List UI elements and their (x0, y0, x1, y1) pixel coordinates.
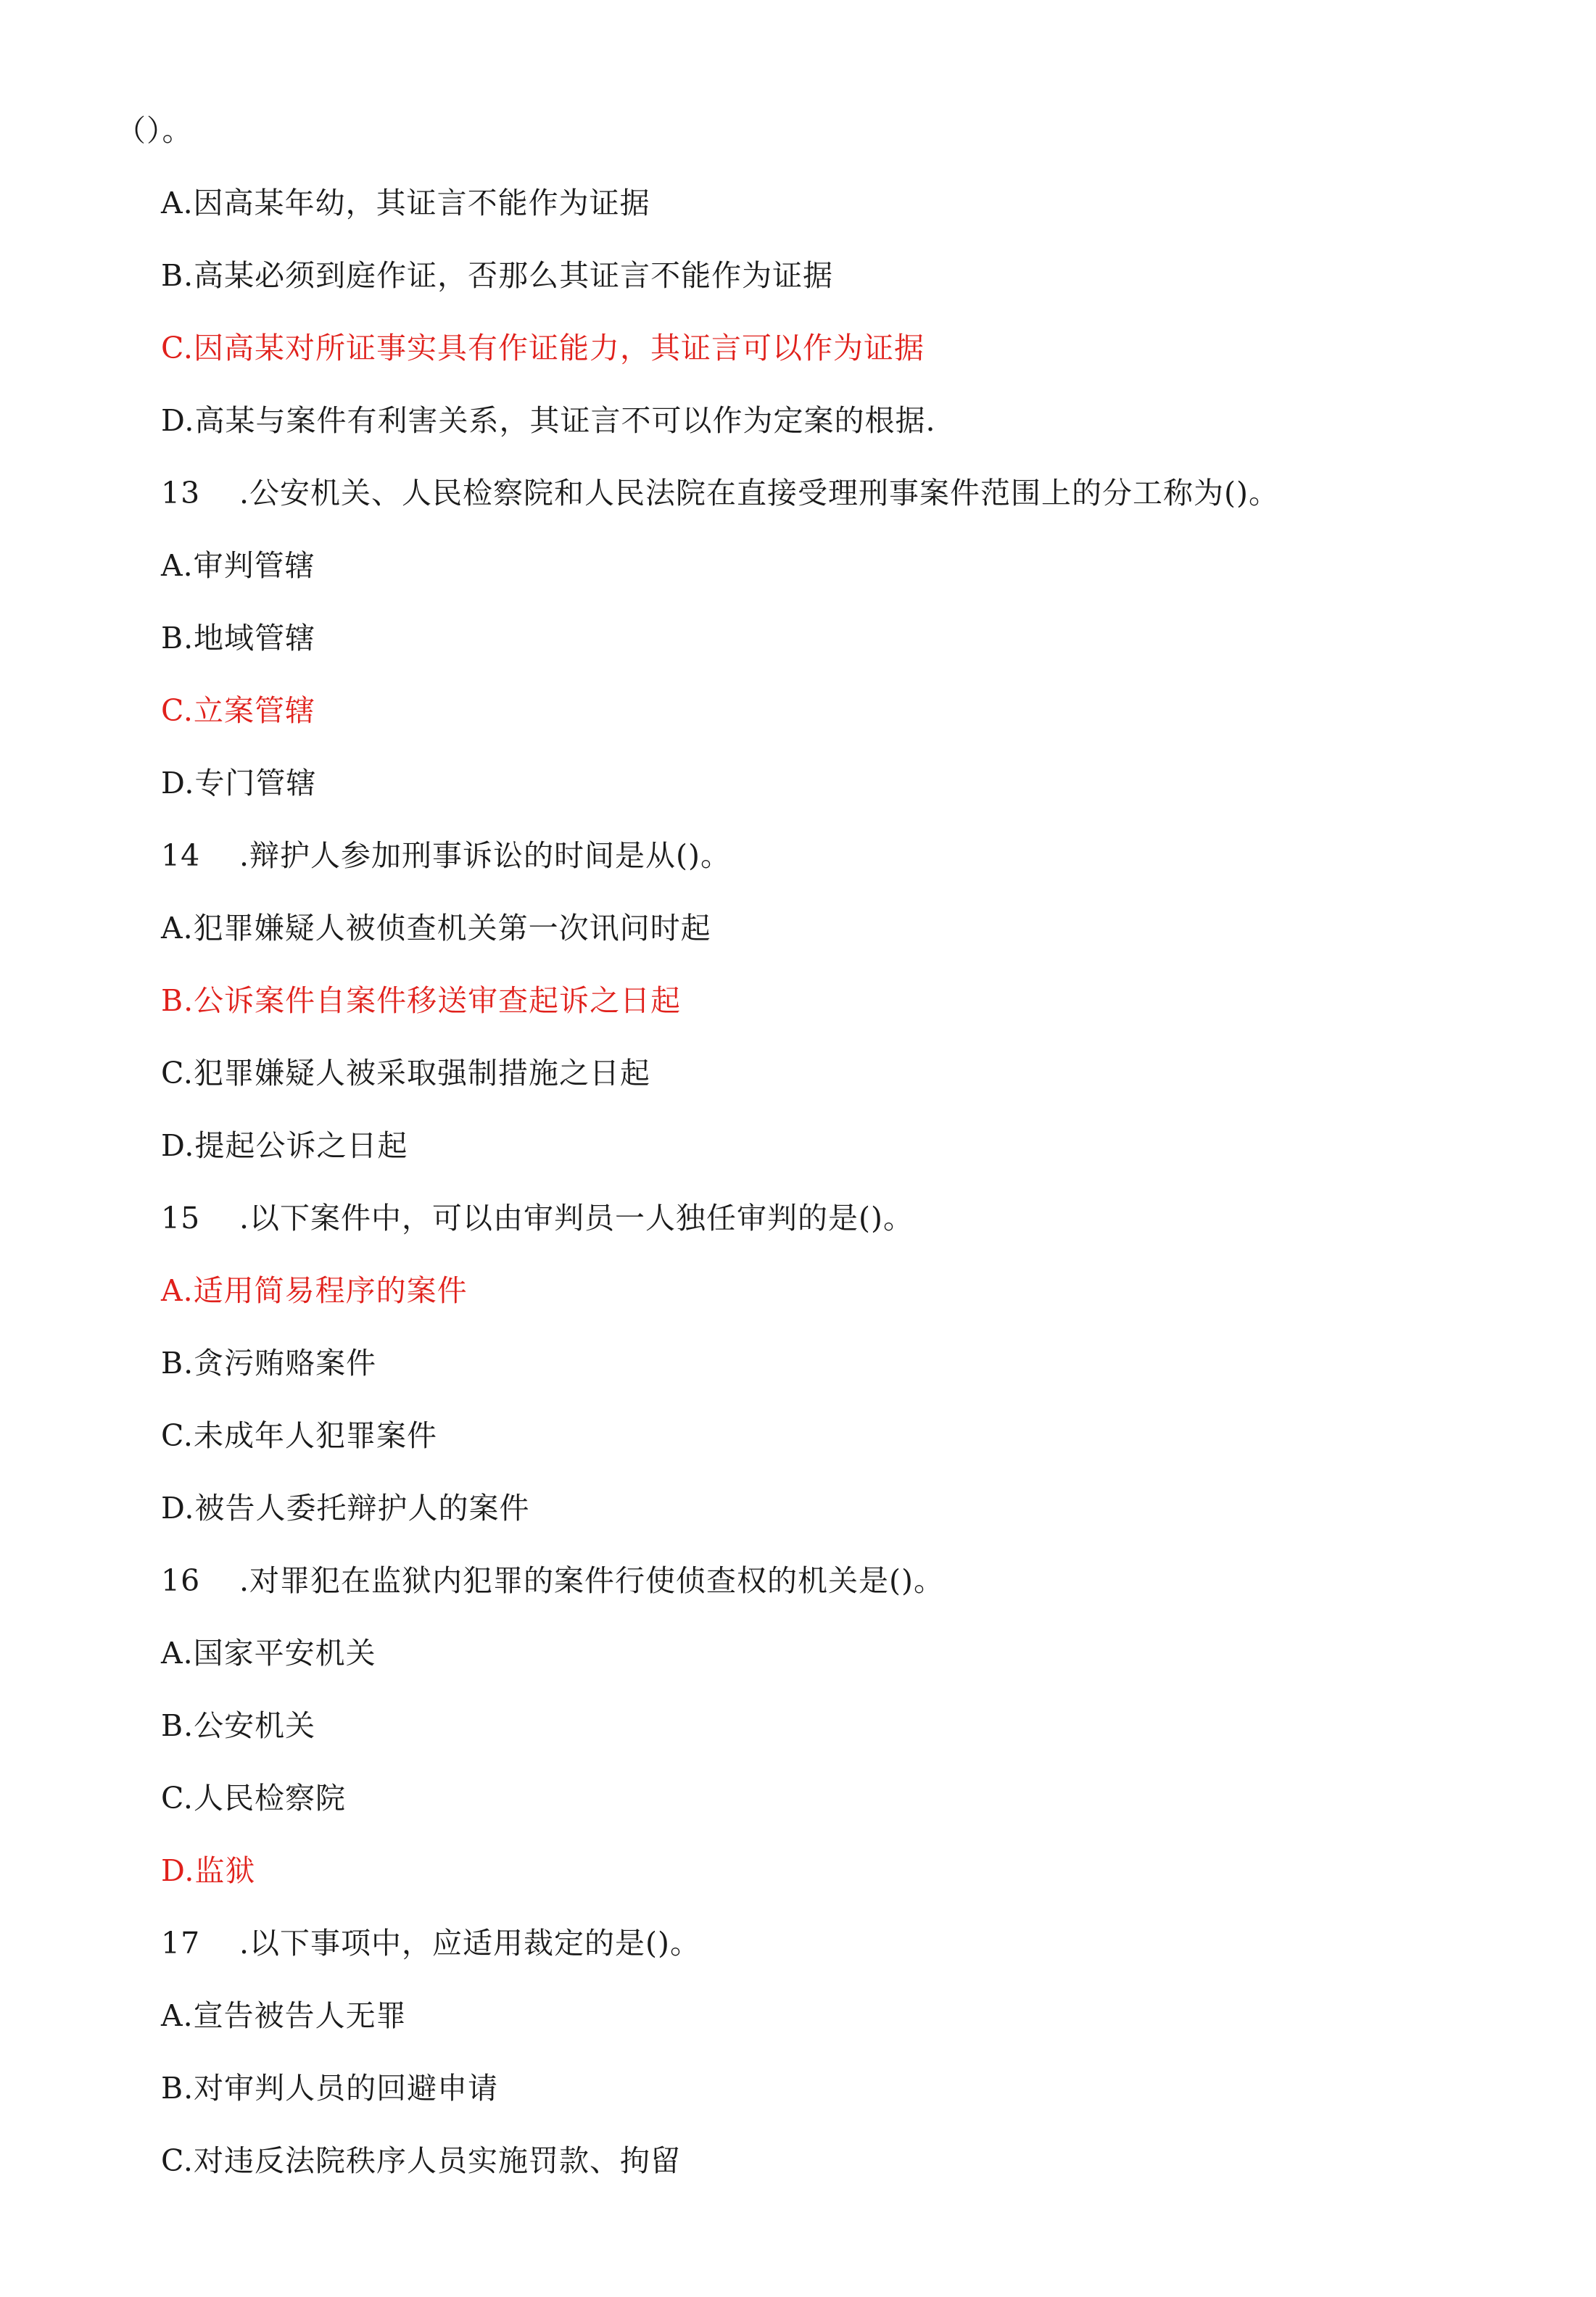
answer-option: B.公诉案件自案件移送审查起诉之日起 (161, 983, 682, 1018)
question-number: 16 (161, 1563, 201, 1598)
question-line (161, 837, 731, 874)
option-line: A.因高某年幼，其证言不能作为证据 (161, 186, 650, 220)
question-text: .公安机关、人民检察院和人民法院在直接受理刑事案件范围上的分工称为()。 (239, 476, 1280, 510)
option-line: A.审判管辖 (161, 548, 315, 583)
question-text: .以下事项中，应适用裁定的是()。 (239, 1926, 701, 1961)
question-number: 14 (161, 838, 201, 873)
option-line: D.专门管辖 (161, 766, 317, 800)
question-number: 15 (161, 1201, 201, 1236)
question-number: 17 (161, 1926, 201, 1961)
option-line: D.高某与案件有利害关系，其证言不可以作为定案的根据. (161, 403, 936, 438)
answer-option: D.监狱 (161, 1853, 256, 1888)
question-line (161, 1924, 700, 1962)
option-line: B.地域管辖 (161, 621, 316, 655)
question-text: .对罪犯在监狱内犯罪的案件行使侦查权的机关是()。 (239, 1563, 945, 1598)
option-line: C.未成年人犯罪案件 (161, 1418, 437, 1453)
question-line (161, 1199, 914, 1237)
option-line: D.提起公诉之日起 (161, 1128, 408, 1163)
option-line: C.犯罪嫌疑人被采取强制措施之日起 (161, 1056, 650, 1090)
question-text: .以下案件中，可以由审判员一人独任审判的是()。 (239, 1201, 914, 1236)
option-line: D.被告人委托辩护人的案件 (161, 1491, 530, 1526)
question-line (161, 474, 1279, 512)
answer-option: C.立案管辖 (161, 693, 315, 728)
option-line: B.贪污贿赂案件 (161, 1346, 377, 1381)
question-number: 13 (161, 476, 201, 510)
question-line (161, 1562, 944, 1599)
option-line: B.对审判人员的回避申请 (161, 2071, 499, 2106)
option-line: A.宣告被告人无罪 (161, 1998, 407, 2033)
option-line: C.对违反法院秩序人员实施罚款、拘留 (161, 2143, 681, 2178)
option-line: B.公安机关 (161, 1708, 316, 1743)
answer-option: C.因高某对所证事实具有作证能力，其证言可以作为证据 (161, 331, 925, 365)
option-line: A.国家平安机关 (161, 1636, 376, 1671)
answer-option: A.适用简易程序的案件 (161, 1273, 468, 1308)
option-line: C.人民检察院 (161, 1781, 346, 1816)
question-text: .辩护人参加刑事诉讼的时间是从()。 (239, 838, 732, 873)
option-line: A.犯罪嫌疑人被侦查机关第一次讯问时起 (161, 911, 711, 945)
question-continuation: （）。 (116, 113, 193, 148)
option-line: B.高某必须到庭作证，否那么其证言不能作为证据 (161, 258, 834, 293)
